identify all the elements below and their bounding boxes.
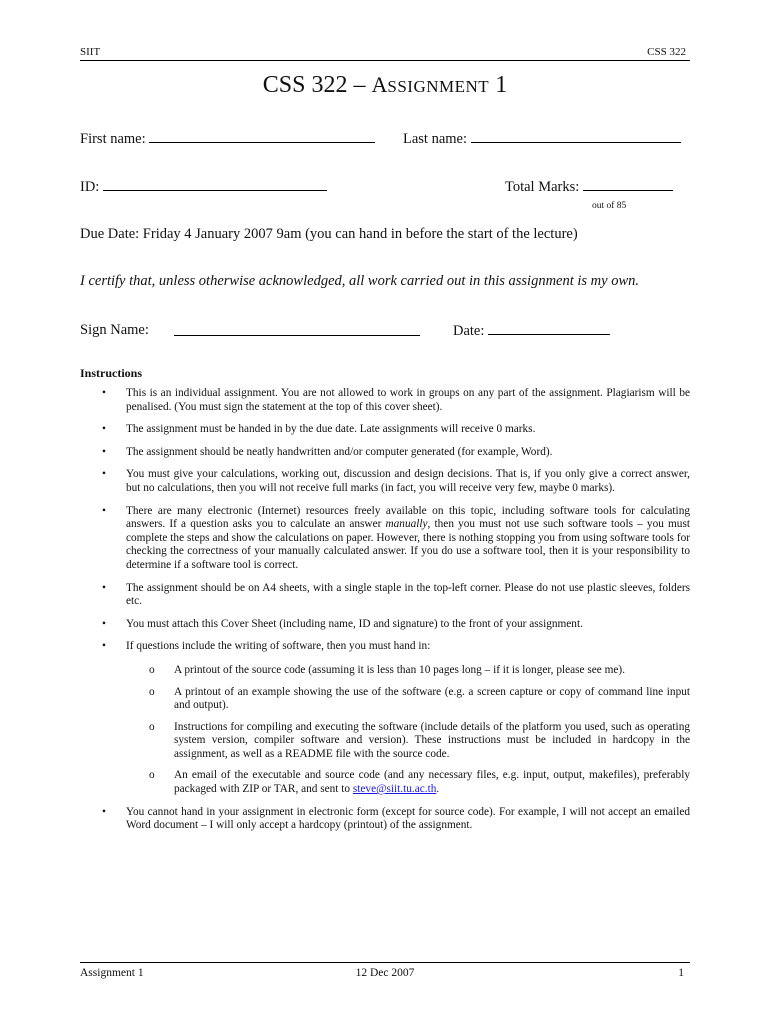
sub-list-item-text: Instructions for compiling and executing the software (include details of the platform you used, such as operating system version, compiler software and version). These instructions must be included in hardcopy in the assignment, as well as a README file with the source code.	[174, 720, 690, 760]
list-item-text: The assignment should be on A4 sheets, with a single staple in the top-left corner. Please do not use plastic sleeves, folders etc.	[126, 581, 690, 608]
list-item-text: The assignment must be handed in by the due date. Late assignments will receive 0 marks.	[126, 423, 536, 436]
first-name-blank[interactable]	[149, 130, 375, 143]
title-rest: SSIGNMENT	[387, 77, 490, 96]
footer-rule	[80, 962, 690, 963]
bullet-icon: •	[102, 640, 106, 653]
instructions-list	[80, 387, 690, 842]
sign-name-label: Sign Name:	[80, 322, 149, 338]
email-link[interactable]: steve@siit.tu.ac.th	[352, 783, 437, 796]
list-item-text: , then you must not use such software tools – you must complete the steps and show the calculations on paper. However, there is nothing stopping you from using software tools for checking the correctness of your manually calculated answer. If you do use a software tool, then it is your responsibility to determine if a software tool is correct.	[126, 518, 690, 571]
bullet-icon: •	[102, 468, 106, 481]
date-field[interactable]	[453, 322, 610, 340]
sub-list-item-text: A printout of an example showing the use of the software (e.g. a screen capture or copy of command line input and output).	[174, 685, 690, 712]
sub-list-item	[126, 686, 690, 713]
sub-list-item	[126, 664, 690, 678]
total-marks-field[interactable]	[505, 178, 673, 196]
instructions-heading: Instructions	[80, 366, 143, 380]
list-item	[80, 505, 690, 573]
header-rule	[80, 60, 690, 61]
out-of-note: out of 85	[592, 201, 627, 211]
sub-list-item-text: A printout of the source code (assuming it is less than 10 pages long – if it is longer, please see me).	[174, 663, 626, 676]
list-item	[80, 446, 690, 460]
footer-left: Assignment 1	[80, 967, 144, 979]
id-field[interactable]	[80, 178, 327, 196]
list-item-text: There are many electronic (Internet) resources freely available on this topic, including software tools for calculating answers. If a question asks you to calculate an answer	[126, 504, 690, 531]
list-item-text: You must give your calculations, working out, discussion and design decisions. That is, if you only give a correct answer, but no calculations, then you will not receive full marks (in fact, you will receive very few, maybe 0 marks).	[126, 468, 690, 494]
header-right: CSS 322	[647, 46, 686, 58]
last-name-field[interactable]	[403, 130, 681, 148]
list-item-text: You cannot hand in your assignment in electronic form (except for source code). For example, I will not accept an emailed Word document – I will only accept a hardcopy (printout) of the assignment.	[126, 805, 690, 832]
page-number: 1	[678, 967, 684, 979]
first-name-field[interactable]	[80, 130, 375, 148]
bullet-icon: •	[102, 387, 106, 399]
date-blank[interactable]	[488, 322, 610, 335]
header-left: SIIT	[80, 46, 101, 58]
list-item	[80, 806, 690, 833]
last-name-blank[interactable]	[471, 130, 681, 143]
certify-statement: I certify that, unless otherwise acknowledged, all work carried out in this assignment is my own.	[80, 273, 640, 289]
bullet-icon: •	[102, 504, 106, 517]
title-cap: A	[371, 72, 388, 97]
id-label: ID:	[80, 179, 100, 195]
total-marks-blank[interactable]	[583, 178, 673, 191]
list-item	[80, 582, 690, 609]
bullet-icon: •	[102, 581, 106, 594]
due-date: Due Date: Friday 4 January 2007 9am (you can hand in before the start of the lecture)	[80, 226, 578, 242]
circle-bullet-icon: o	[149, 685, 155, 698]
list-item	[80, 640, 690, 796]
list-item-text: The assignment should be neatly handwritten and/or computer generated (for example, Word).	[126, 445, 553, 458]
list-item	[80, 387, 690, 414]
circle-bullet-icon: o	[149, 720, 155, 733]
total-marks-label: Total Marks:	[505, 179, 580, 195]
footer-date: 12 Dec 2007	[355, 967, 415, 979]
list-item-text: If questions include the writing of software, then you must hand in:	[126, 640, 431, 653]
title-prefix: CSS 322 –	[262, 72, 372, 98]
id-blank[interactable]	[103, 178, 327, 191]
sub-list-item	[126, 769, 690, 796]
title-number: 1	[489, 72, 508, 98]
list-item-text: This is an individual assignment. You are not allowed to work in groups on any part of the assignment. Plagiarism will be penalised. (You must sign the statement at the top of this cover sheet).	[126, 387, 690, 413]
sub-list-item	[126, 721, 690, 762]
date-label: Date:	[453, 323, 485, 339]
list-item-text: You must attach this Cover Sheet (including name, ID and signature) to the front of your assignment.	[126, 617, 583, 630]
sub-list-item-text: .	[436, 783, 440, 796]
sub-list-item-text: An email of the executable and source code (and any necessary files, e.g. input, output, makefiles), preferably packaged with ZIP or TAR, and sent to	[174, 769, 690, 796]
circle-bullet-icon: o	[149, 663, 155, 676]
bullet-icon: •	[102, 805, 106, 818]
last-name-label: Last name:	[403, 131, 468, 147]
circle-bullet-icon: o	[149, 769, 155, 782]
first-name-label: First name:	[80, 131, 146, 147]
list-item	[80, 468, 690, 495]
list-item	[80, 618, 690, 632]
sign-name-blank[interactable]	[174, 323, 420, 336]
bullet-icon: •	[102, 423, 106, 436]
emphasis-manually: manually	[385, 518, 428, 531]
bullet-icon: •	[102, 445, 106, 458]
sign-name-field[interactable]	[80, 322, 149, 339]
page-title	[0, 72, 770, 99]
list-item	[80, 423, 690, 437]
bullet-icon: •	[102, 617, 106, 630]
